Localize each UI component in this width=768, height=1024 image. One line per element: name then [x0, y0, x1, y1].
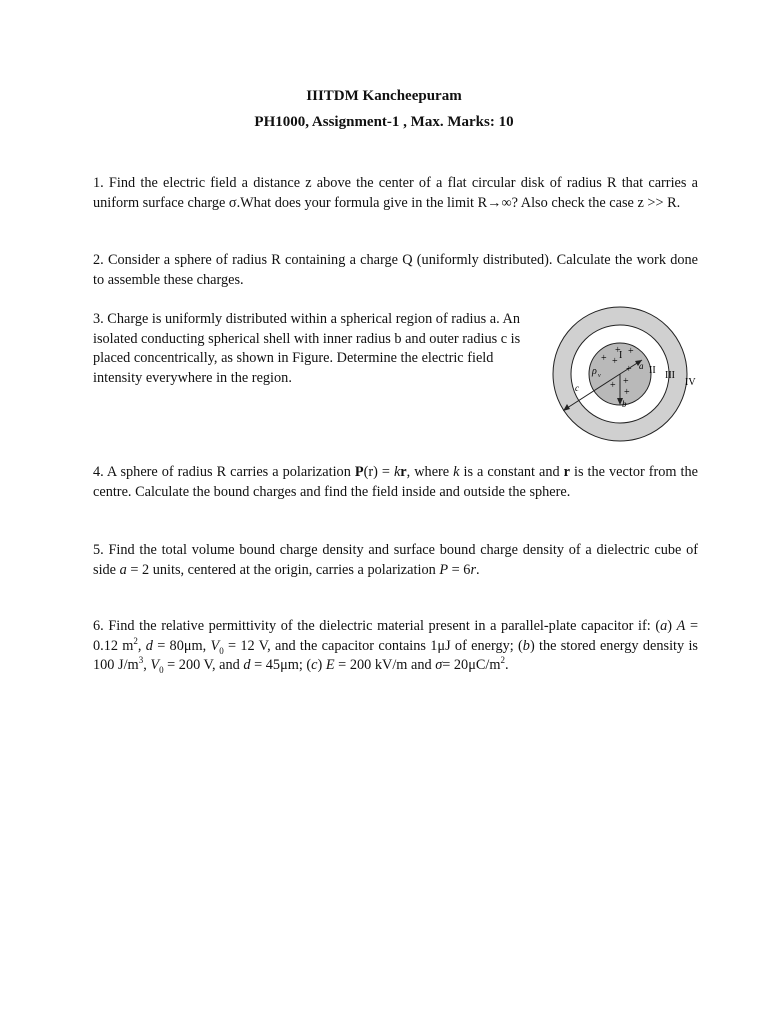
q6-text: ) [667, 618, 677, 634]
q6-text: 6. Find the relative permittivity of the dielectric material present in a parallel-plate capacitor if: ( [93, 618, 661, 634]
question-1-text: 1. Find the electric field a distance z above the center of a flat circular disk of radius R that carries a uniform surface charge σ.What does your formula give in the limit R→∞? Also check the case z >> R. [93, 175, 698, 211]
question-4 [93, 463, 698, 502]
plus-sign: + [601, 353, 607, 364]
q6-part: c [311, 657, 318, 673]
q6-text: = 200 V, and [163, 657, 244, 673]
q4-text: , where [406, 464, 454, 480]
q6-sup: 2 [133, 635, 138, 646]
question-2 [93, 251, 698, 290]
q5-text: = 2 units, centered at the origin, carries a polarization [126, 561, 440, 578]
plus-sign: + [612, 356, 618, 367]
institute-title: IIITDM Kancheepuram [306, 88, 462, 104]
concentric-sphere-figure [548, 306, 708, 451]
radius-c-label: c [575, 383, 579, 393]
question-3-text: 3. Charge is uniformly distributed within a spherical region of radius a. An isolated conducting spherical shell with inner radius b and outer radius c is placed concentrically, as shown in Figure. Determine the electric field intensity everywhere in the region. [93, 311, 521, 386]
q4-k: k [393, 464, 401, 480]
question-1 [93, 174, 698, 213]
region-ii-label: II [649, 365, 656, 376]
region-i-label: I [619, 350, 623, 361]
course-title: PH1000, Assignment-1 , Max. Marks: 10 [254, 114, 514, 130]
q6-var: V [150, 657, 160, 673]
q4-k: k [453, 464, 460, 480]
rho-label: ρ [592, 366, 597, 377]
question-5 [93, 541, 698, 580]
question-6 [93, 617, 698, 676]
q6-part: a [660, 618, 668, 634]
q5-r: r [470, 561, 477, 578]
q4-text: (r) = [363, 464, 394, 480]
plus-sign: + [626, 364, 632, 375]
q6-text: ) [317, 657, 326, 673]
q6-var: σ [435, 657, 443, 673]
radius-b-label: b [622, 399, 627, 409]
q4-text: is the vector from the centre. Calculate the bound charges and find the field inside and outside the sphere. [93, 464, 698, 500]
q4-text: is a constant and [459, 464, 564, 480]
region-iii-label: III [665, 370, 675, 381]
q6-text: = 200 kV/m and [334, 657, 436, 673]
sphere-diagram [548, 306, 708, 446]
q4-r: r [400, 464, 407, 480]
q6-text: , [143, 657, 151, 673]
q6-var: A [676, 618, 686, 634]
q6-sup: 2 [500, 655, 505, 666]
plus-sign: + [615, 345, 621, 356]
q6-text: ) the stored energy density is 100 J/m [93, 637, 698, 673]
q6-var: E [325, 657, 335, 673]
q6-sup: 3 [138, 655, 144, 666]
q6-text: . [505, 657, 509, 673]
plus-sign: + [610, 380, 616, 391]
plus-sign: + [623, 376, 629, 387]
question-2-text: 2. Consider a sphere of radius R containing a charge Q (uniformly distributed). Calculate the work done to assemble these charges. [93, 252, 698, 288]
q6-part: b [522, 637, 530, 654]
q6-text: = 45μm; ( [250, 657, 312, 673]
radius-a-label: a [639, 361, 644, 371]
q6-text: = 12 V, and the capacitor contains 1μJ of energy; ( [223, 637, 523, 654]
plus-sign: + [624, 387, 630, 398]
q4-polarization: P [354, 464, 364, 480]
region-iv-label: IV [685, 377, 696, 388]
q6-text: = 0.12 m [93, 618, 699, 654]
q5-text: 5. Find the total volume bound charge density and surface bound charge density of a dielectric cube of side [93, 542, 698, 578]
q6-text: , [137, 637, 146, 654]
q6-text: = 80μm, [152, 637, 211, 654]
q6-var: V [210, 637, 220, 654]
q4-r: r [563, 464, 571, 480]
plus-sign: + [628, 346, 634, 357]
q6-var: d [145, 637, 153, 654]
q6-var: d [243, 657, 251, 673]
q6-sub: 0 [219, 645, 224, 656]
q4-text: 4. A sphere of radius R carries a polarization [93, 464, 355, 480]
question-3 [93, 310, 538, 388]
q5-p: P [439, 561, 449, 578]
q5-a: a [119, 561, 127, 578]
rho-subscript: v [598, 373, 601, 379]
q6-sub: 0 [159, 664, 164, 675]
q6-text: = 20μC/m [442, 657, 501, 673]
q5-text: . [476, 561, 480, 578]
q5-text: = 6 [448, 561, 471, 578]
